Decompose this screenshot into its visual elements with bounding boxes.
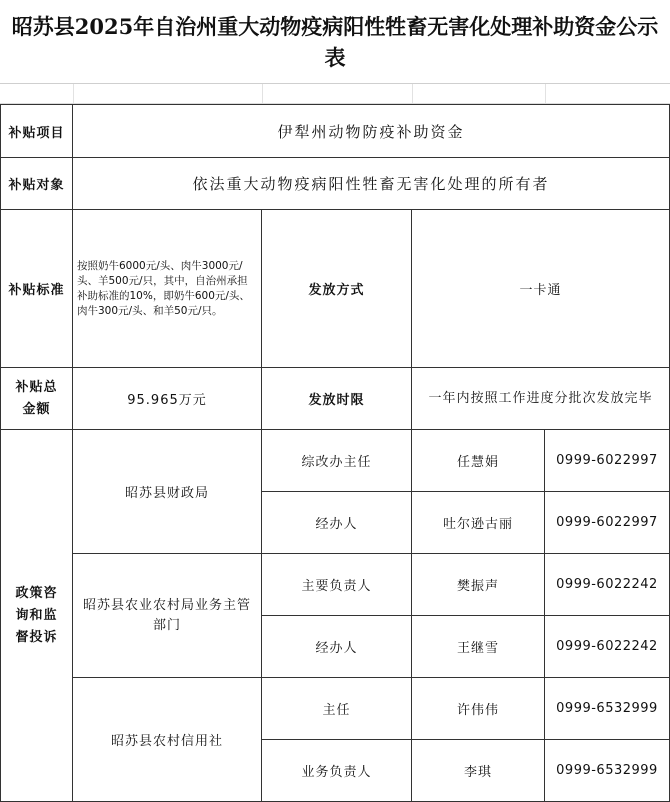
contact-person: 任慧娟 <box>412 430 545 492</box>
gridline <box>412 84 413 103</box>
period-value: 一年内按照工作进度分批次发放完毕 <box>412 368 670 430</box>
gridline <box>545 84 546 103</box>
total-label: 补贴总金额 <box>0 368 73 430</box>
method-value: 一卡通 <box>412 210 670 368</box>
target-label: 补贴对象 <box>0 158 73 210</box>
contact-person: 李琪 <box>412 740 545 802</box>
contact-person: 吐尔逊古丽 <box>412 492 545 554</box>
method-label: 发放方式 <box>262 210 412 368</box>
standard-value: 按照奶牛6000元/头、肉牛3000元/头、羊500元/只，其中，自治州承担补助标准的10%，即奶牛600元/头、肉牛300元/头、和羊50元/只。 <box>73 210 262 368</box>
contact-role: 主要负责人 <box>262 554 412 616</box>
gridline <box>262 84 263 103</box>
contact-role: 业务负责人 <box>262 740 412 802</box>
contact-person: 王继雪 <box>412 616 545 678</box>
gridline <box>73 84 74 103</box>
project-label: 补贴项目 <box>0 104 73 158</box>
standard-label: 补贴标准 <box>0 210 73 368</box>
period-label: 发放时限 <box>262 368 412 430</box>
contact-person: 樊振声 <box>412 554 545 616</box>
project-value: 伊犁州动物防疫补助资金 <box>73 104 670 158</box>
org-name: 昭苏县农村信用社 <box>73 678 262 802</box>
org-name: 昭苏县财政局 <box>73 430 262 554</box>
spreadsheet-gridline-row <box>0 84 670 104</box>
contact-role: 经办人 <box>262 616 412 678</box>
consult-label: 政策咨询和监督投诉 <box>0 430 73 802</box>
contact-phone: 0999-6022242 <box>545 616 670 678</box>
page-title: 昭苏县2025年自治州重大动物疫病阳性牲畜无害化处理补助资金公示表 <box>0 0 670 84</box>
total-value: 95.965万元 <box>73 368 262 430</box>
org-name: 昭苏县农业农村局业务主管部门 <box>73 554 262 678</box>
contact-person: 许伟伟 <box>412 678 545 740</box>
contact-phone: 0999-6022242 <box>545 554 670 616</box>
contact-phone: 0999-6532999 <box>545 678 670 740</box>
contact-role: 主任 <box>262 678 412 740</box>
contact-phone: 0999-6022997 <box>545 492 670 554</box>
contact-role: 综改办主任 <box>262 430 412 492</box>
target-value: 依法重大动物疫病阳性牲畜无害化处理的所有者 <box>73 158 670 210</box>
contact-phone: 0999-6532999 <box>545 740 670 802</box>
contact-role: 经办人 <box>262 492 412 554</box>
contact-phone: 0999-6022997 <box>545 430 670 492</box>
